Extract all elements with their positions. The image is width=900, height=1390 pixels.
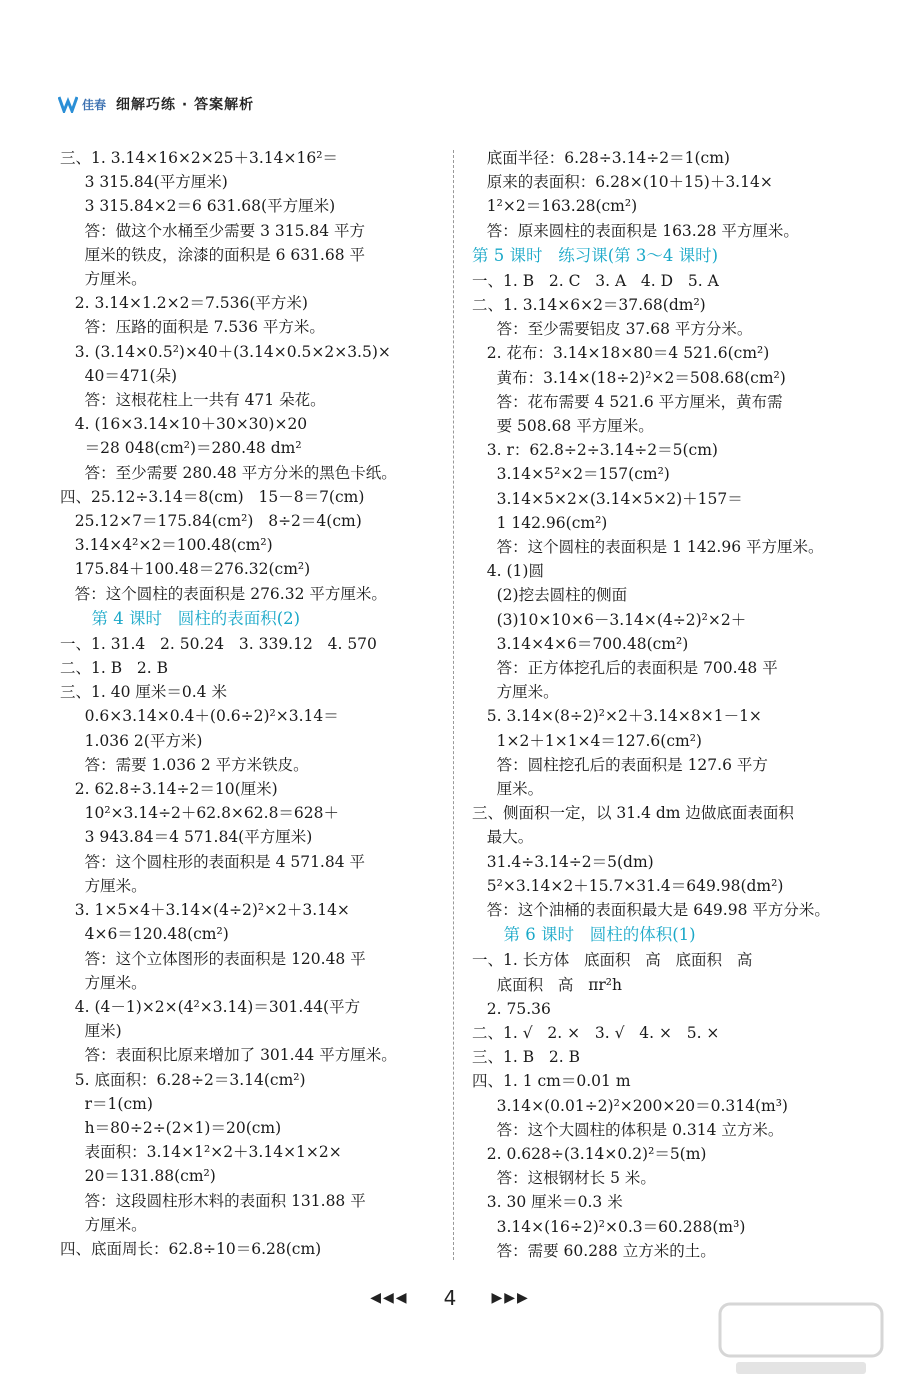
answer-line: 最大。 [472, 828, 534, 847]
answer-line: 答：需要 1.036 2 平方米铁皮。 [60, 755, 309, 774]
answer-line: 二、1. √ 2. × 3. √ 4. × 5. × [472, 1023, 720, 1042]
answer-line: 方厘米。 [60, 1215, 147, 1234]
answer-line: 答：这个立体图形的表面积是 120.48 平 [60, 949, 366, 968]
answer-line: (2)挖去圆柱的侧面 [472, 586, 628, 605]
answer-line: 表面积：3.14×1²×2＋3.14×1×2× [60, 1143, 342, 1162]
answer-line: 2. 62.8÷3.14÷2＝10(厘米) [60, 780, 278, 799]
answer-line: 1²×2＝163.28(cm²) [472, 197, 638, 216]
answer-line: 3. 1×5×4＋3.14×(4÷2)²×2＋3.14× [60, 901, 350, 920]
answer-line: 3. (3.14×0.5²)×40＋(3.14×0.5×2×3.5)× [60, 342, 391, 361]
answer-line: 2. 75.36 [472, 999, 551, 1018]
answer-line: 175.84＋100.48＝276.32(cm²) [60, 560, 311, 579]
answer-line: 答：至少需要铝皮 37.68 平方分米。 [472, 320, 753, 339]
answer-line: 四、1. 1 cm＝0.01 m [472, 1072, 631, 1091]
brand-name: 佳春 [82, 97, 107, 112]
answer-line: 二、1. B 2. B [60, 659, 168, 678]
answer-line: 5²×3.14×2＋15.7×31.4＝649.98(dm²) [472, 876, 784, 895]
answer-line: 2. 3.14×1.2×2＝7.536(平方米) [60, 294, 308, 313]
answer-line: 4×6＝120.48(cm²) [60, 925, 229, 944]
answer-line: 四、底面周长：62.8÷10＝6.28(cm) [60, 1239, 322, 1258]
answer-line: 3.14×4×6＝700.48(cm²) [472, 634, 689, 653]
page-header [58, 90, 254, 118]
answer-line: 答：这段圆柱形木料的表面积 131.88 平 [60, 1191, 366, 1210]
answer-line: 3 943.84＝4 571.84(平方厘米) [60, 828, 313, 847]
answer-line: 方厘米。 [472, 683, 559, 702]
answer-line: 0.6×3.14×0.4＋(0.6÷2)²×3.14＝ [60, 707, 339, 726]
answer-line: 三、侧面积一定，以 31.4 dm 边做底面表面积 [472, 804, 794, 823]
answer-line: 答：这根钢材长 5 米。 [472, 1169, 656, 1188]
answer-line: 1.036 2(平方米) [60, 731, 203, 750]
answer-line: (3)10×10×6－3.14×(4÷2)²×2＋ [472, 610, 747, 629]
answer-line: 答：表面积比原来增加了 301.44 平方厘米。 [60, 1046, 397, 1065]
answer-line: r＝1(cm) [60, 1094, 153, 1113]
watermark-logo-icon [716, 1300, 886, 1380]
series-title: 细解巧练 · 答案解析 [116, 97, 255, 113]
answer-line: 方厘米。 [60, 973, 147, 992]
answer-line: 底面积 高 πr²h [472, 975, 622, 994]
answer-line: 4. (4－1)×2×(4²×3.14)＝301.44(平方 [60, 997, 361, 1016]
answer-line: 方厘米。 [60, 270, 147, 289]
answer-line: 答：压路的面积是 7.536 平方米。 [60, 318, 325, 337]
answer-line: 1×2＋1×1×4＝127.6(cm²) [472, 731, 702, 750]
answer-line: 答：至少需要 280.48 平方分米的黑色卡纸。 [60, 463, 397, 482]
answer-line: 5. 底面积：6.28÷2＝3.14(cm²) [60, 1070, 306, 1089]
answer-line: 一、1. B 2. C 3. A 4. D 5. A [472, 271, 719, 290]
answer-line: 答：花布需要 4 521.6 平方厘米，黄布需 [472, 392, 783, 411]
page-number: 4 [443, 1286, 457, 1310]
answer-line: 一、1. 长方体 底面积 高 底面积 高 [472, 951, 753, 970]
answer-line: 要 508.68 平方厘米。 [472, 417, 654, 436]
answer-line: 答：这个圆柱形的表面积是 4 571.84 平 [60, 852, 366, 871]
answer-line: 4. (16×3.14×10＋30×30)×20 [60, 415, 308, 434]
answer-line: 答：正方体挖孔后的表面积是 700.48 平 [472, 659, 778, 678]
answer-line: 答：这个圆柱的表面积是 1 142.96 平方厘米。 [472, 538, 824, 557]
answer-line: 3.14×(0.01÷2)²×200×20＝0.314(m³) [472, 1096, 788, 1115]
answer-line: 3.14×4²×2＝100.48(cm²) [60, 536, 273, 555]
answer-line: 2. 花布：3.14×18×80＝4 521.6(cm²) [472, 344, 770, 363]
answer-line: 方厘米。 [60, 876, 147, 895]
answer-line: 答：圆柱挖孔后的表面积是 127.6 平方 [472, 755, 768, 774]
answer-line: 1 142.96(cm²) [472, 513, 608, 532]
answer-line: 20＝131.88(cm²) [60, 1167, 216, 1186]
answer-line: 三、1. B 2. B [472, 1048, 580, 1067]
answer-line: 3 315.84(平方厘米) [60, 173, 228, 192]
answer-line: ＝28 048(cm²)＝280.48 dm² [60, 439, 302, 458]
answer-line: 答：这个大圆柱的体积是 0.314 立方米。 [472, 1120, 784, 1139]
answer-line: 31.4÷3.14÷2＝5(dm) [472, 852, 654, 871]
left-column [60, 146, 440, 1261]
answer-line: 答：做这个水桶至少需要 3 315.84 平方 [60, 221, 366, 240]
answer-line: 3. r：62.8÷2÷3.14÷2＝5(cm) [472, 441, 718, 460]
answer-line: 3.14×5×2×(3.14×5×2)＋157＝ [472, 489, 743, 508]
answer-line: 原来的表面积：6.28×(10＋15)＋3.14× [472, 173, 773, 192]
answer-line: 厘米。 [472, 780, 544, 799]
answer-line: 答：这根花柱上一共有 471 朵花。 [60, 391, 326, 410]
answer-line: 5. 3.14×(8÷2)²×2＋3.14×8×1－1× [472, 707, 762, 726]
column-divider [453, 150, 454, 1260]
answer-line: 25.12×7＝175.84(cm²) 8÷2＝4(cm) [60, 512, 362, 531]
answer-line: 三、1. 3.14×16×2×25＋3.14×16²＝ [60, 149, 338, 167]
answer-line: 3. 30 厘米＝0.3 米 [472, 1193, 623, 1212]
answer-line: 黄布：3.14×(18÷2)²×2＝508.68(cm²) [472, 368, 786, 387]
answer-line: 底面半径：6.28÷3.14÷2＝1(cm) [472, 149, 730, 167]
answer-line: 10²×3.14÷2＋62.8×62.8＝628＋ [60, 804, 340, 823]
answer-line: 四、25.12÷3.14＝8(cm) 15－8＝7(cm) [60, 487, 365, 506]
answer-line: 厘米) [60, 1022, 122, 1041]
answer-line: 3.14×5²×2＝157(cm²) [472, 465, 670, 484]
answer-line: 答：原来圆柱的表面积是 163.28 平方厘米。 [472, 221, 799, 240]
answer-line: 40＝471(朵) [60, 366, 178, 385]
prev-arrows-icon: ◀◀◀ [370, 1290, 409, 1306]
answer-line: 3 315.84×2＝6 631.68(平方厘米) [60, 197, 336, 216]
brand-logo-icon [58, 95, 78, 113]
answer-line: 4. (1)圆 [472, 562, 544, 581]
answer-line: 厘米的铁皮，涂漆的面积是 6 631.68 平 [60, 245, 366, 264]
right-column [472, 146, 852, 1263]
answer-line: 答：这个圆柱的表面积是 276.32 平方厘米。 [60, 584, 387, 603]
answer-line: h＝80÷2÷(2×1)＝20(cm) [60, 1118, 282, 1137]
next-arrows-icon: ▶▶▶ [491, 1290, 530, 1306]
answer-line: 二、1. 3.14×6×2＝37.68(dm²) [472, 296, 706, 315]
answer-line: 3.14×(16÷2)²×0.3＝60.288(m³) [472, 1217, 746, 1236]
answer-line: 一、1. 31.4 2. 50.24 3. 339.12 4. 570 [60, 634, 377, 653]
lesson-heading: 第 4 课时 圆柱的表面积(2) [60, 608, 301, 628]
lesson-heading: 第 5 课时 练习课(第 3～4 课时) [472, 245, 719, 265]
answer-line: 答：需要 60.288 立方米的土。 [472, 1241, 716, 1260]
lesson-heading: 第 6 课时 圆柱的体积(1) [472, 925, 696, 945]
answer-line: 答：这个油桶的表面积最大是 649.98 平方分米。 [472, 901, 830, 920]
answer-line: 2. 0.628÷(3.14×0.2)²＝5(m) [472, 1144, 707, 1163]
answer-line: 三、1. 40 厘米＝0.4 米 [60, 683, 227, 702]
